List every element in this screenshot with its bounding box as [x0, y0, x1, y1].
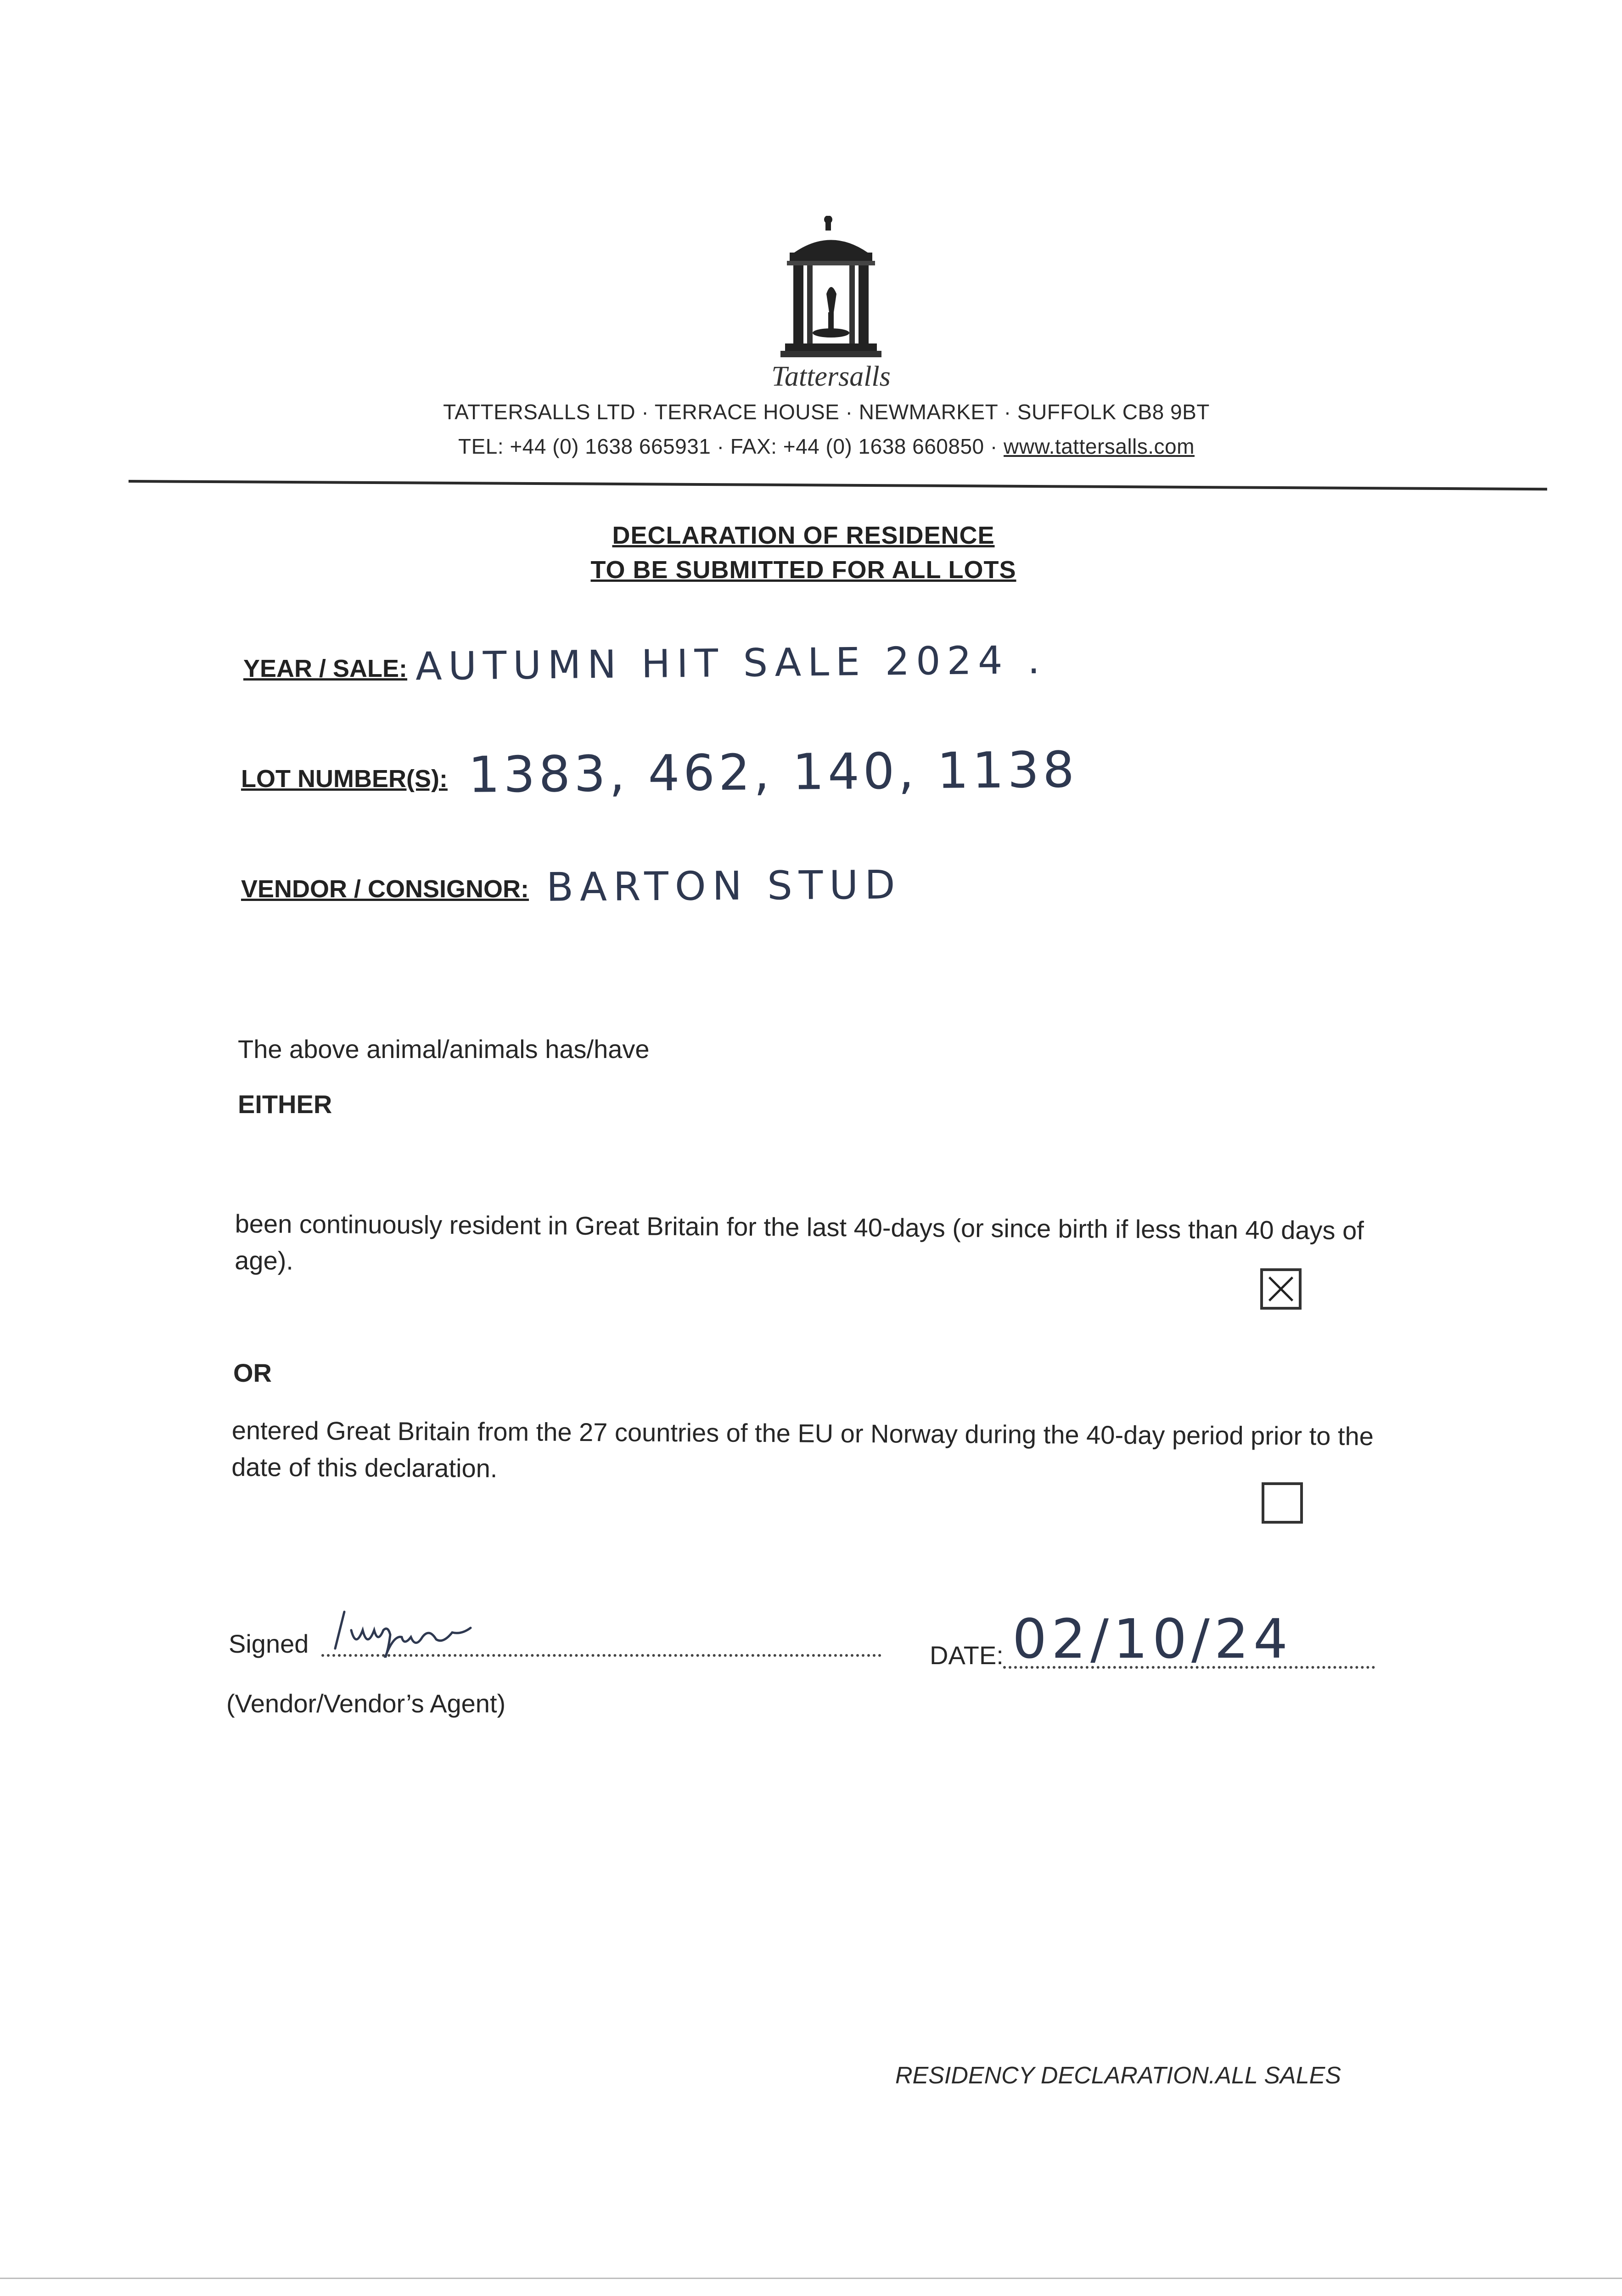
or-label: OR	[233, 1358, 272, 1387]
year-sale-value[interactable]: AUTUMN HIT SALE 2024 .	[415, 637, 1047, 689]
document-footer: RESIDENCY DECLARATION.ALL SALES	[895, 2062, 1341, 2089]
temple-fountain-icon	[780, 216, 881, 367]
vendor-value[interactable]: BARTON STUD	[546, 862, 902, 911]
brand-name: Tattersalls	[771, 361, 891, 392]
checked-x-icon	[1263, 1271, 1299, 1307]
option-2-text: entered Great Britain from the 27 countries of the EU or Norway during the 40-day period prior to the date of this declaration.	[231, 1416, 1374, 1483]
signed-label: Signed	[229, 1629, 309, 1658]
scan-edge	[0, 2278, 1622, 2279]
vendor-label: VENDOR / CONSIGNOR:	[241, 875, 529, 903]
intro-text: The above animal/animals has/have	[238, 1035, 650, 1064]
form-title: DECLARATION OF RESIDENCE	[612, 522, 995, 549]
company-address: TATTERSALLS LTD · TERRACE HOUSE · NEWMARKET · SUFFOLK CB8 9BT	[443, 400, 1210, 424]
option-1-checkbox[interactable]	[1260, 1268, 1302, 1310]
option-2-checkbox[interactable]	[1262, 1482, 1303, 1524]
handwritten-signature[interactable]	[326, 1603, 519, 1658]
lot-numbers-label: LOT NUMBER(S):	[241, 765, 448, 793]
option-1-text: been continuously resident in Great Britain for the last 40-days (or since birth if less than 40 days of age).	[235, 1209, 1364, 1275]
year-sale-label: YEAR / SALE:	[243, 655, 408, 682]
header-divider	[129, 480, 1547, 490]
tattersalls-logo	[780, 216, 881, 367]
either-label: EITHER	[238, 1090, 332, 1119]
signer-role: (Vendor/Vendor’s Agent)	[226, 1689, 506, 1718]
signature-line	[321, 1654, 881, 1657]
form-subtitle: TO BE SUBMITTED FOR ALL LOTS	[590, 556, 1016, 584]
website-link[interactable]: www.tattersalls.com	[1004, 434, 1195, 458]
company-contact	[321, 434, 1331, 459]
date-label: DATE:	[930, 1641, 1004, 1670]
date-value[interactable]: 02/10/24	[1012, 1607, 1292, 1671]
contact-numbers: TEL: +44 (0) 1638 665931 · FAX: +44 (0) 1638 660850 ·	[458, 434, 1004, 458]
date-line	[1003, 1666, 1375, 1669]
lot-numbers-value[interactable]: 1383, 462, 140, 1138	[468, 741, 1078, 804]
